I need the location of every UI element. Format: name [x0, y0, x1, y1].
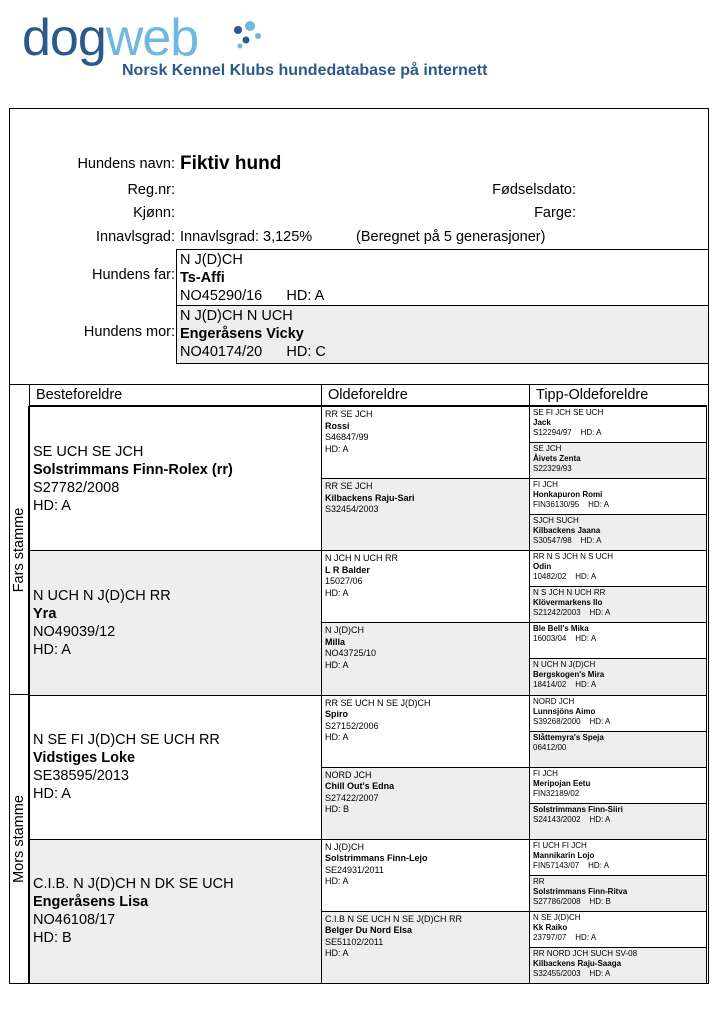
gg-grandparent-name: Åivets Zenta [533, 454, 581, 464]
gg-grandparent-name: Lunnsjöns Aimo [533, 706, 596, 716]
gg-grandparent-titles: N UCH N J(D)CH [533, 660, 596, 670]
sex-label: Kjønn: [133, 205, 175, 221]
gg-grandparent-cell [529, 622, 707, 659]
header-grandparents: Besteforeldre [29, 385, 321, 406]
gg-grandparent-hd: HD: A [580, 814, 611, 824]
gg-grandparent-name: Kk Raiko [533, 922, 568, 932]
gg-grandparent-name: Solstrimmans Finn-Siiri [533, 804, 623, 814]
great-grandparent-reg: S32454/2003 [325, 504, 379, 515]
color-label: Farge: [534, 205, 576, 221]
logo-subtitle: Norsk Kennel Klubs hundedatabase på internett [122, 62, 488, 79]
gg-grandparent-reg: FIN36130/95 HD: A [533, 500, 610, 510]
gg-grandparent-titles: N SE J(D)CH [533, 912, 581, 922]
gg-grandparent-cell [529, 586, 707, 623]
great-grandparent-titles: RR SE UCH N SE J(D)CH [325, 697, 431, 708]
gg-grandparent-reg: 06412/00 [533, 742, 567, 752]
great-grandparent-titles: C.I.B N SE UCH N SE J(D)CH RR [325, 913, 463, 924]
gg-grandparent-name: Solstrimmans Finn-Ritva [533, 886, 628, 896]
great-grandparent-hd: HD: A [325, 948, 349, 959]
mother-label: Hundens mor: [83, 324, 175, 340]
header-gg-grandparents: Tipp-Oldeforeldre [529, 385, 707, 406]
pedigree-grid [9, 384, 709, 984]
side-mother-label: Mors stamme [10, 795, 27, 883]
great-grandparent-name: Kilbackens Raju-Sari [325, 492, 415, 503]
gg-grandparent-hd: HD: A [580, 968, 611, 978]
gg-grandparent-name: Kilbackens Jaana [533, 526, 601, 536]
gg-grandparent-reg: S21242/2003 HD: A [533, 608, 611, 618]
father-box [176, 249, 709, 306]
gg-grandparent-cell [529, 514, 707, 551]
gg-grandparent-reg: S32455/2003 HD: A [533, 968, 611, 978]
grandparent-hd: HD: A [33, 641, 71, 658]
dogweb-logo [22, 8, 542, 88]
great-grandparent-reg: S27152/2006 [325, 720, 379, 731]
gg-grandparent-hd: HD: A [579, 860, 610, 870]
gg-grandparent-reg: S22329/93 [533, 464, 572, 474]
gg-grandparent-hd: HD: A [579, 500, 610, 510]
gg-grandparent-titles: FI UCH FI JCH [533, 840, 587, 850]
great-grandparent-name: Spiro [325, 709, 349, 719]
header-great-grandparents: Oldeforeldre [321, 385, 529, 406]
side-father-line [9, 406, 29, 695]
gg-grandparent-reg: FIN57143/07 HD: A [533, 860, 610, 870]
grandparent-reg: NO49039/12 [33, 623, 116, 640]
gg-grandparent-hd: HD: A [566, 572, 597, 582]
great-grandparent-titles: N JCH N UCH RR [325, 553, 398, 564]
grandparent-cell [29, 550, 322, 695]
gg-grandparent-hd: HD: B [580, 896, 611, 906]
grandparent-reg: NO46108/17 [33, 912, 116, 929]
gg-grandparent-titles: RR [533, 876, 545, 886]
father-label: Hundens far: [91, 267, 175, 283]
great-grandparent-hd: HD: A [325, 443, 349, 454]
gg-grandparent-name: Ble Bell's Mika [533, 624, 589, 634]
mother-box [176, 305, 709, 364]
gg-grandparent-cell [529, 803, 707, 840]
great-grandparent-name: Belger Du Nord Elsa [325, 925, 413, 936]
reg-label: Reg.nr: [127, 182, 175, 198]
great-grandparent-name: L R Balder [325, 564, 370, 575]
gg-grandparent-reg: S12294/97 HD: A [533, 428, 602, 437]
great-grandparent-name: Chill Out's Edna [325, 781, 395, 792]
grandparent-hd: HD: A [33, 786, 71, 803]
mother-name: Engeråsens Vicky [180, 326, 304, 342]
gg-grandparent-hd: HD: A [571, 536, 602, 546]
grandparent-name: Engeråsens Lisa [33, 894, 149, 911]
great-grandparent-cell [321, 406, 530, 479]
grandparent-titles: N UCH N J(D)CH RR [33, 587, 171, 604]
gg-grandparent-titles: FI JCH [533, 768, 558, 778]
great-grandparent-hd: HD: B [325, 804, 350, 815]
great-grandparent-cell [321, 622, 530, 695]
gg-grandparent-reg: S24143/2002 HD: A [533, 814, 611, 824]
logo-wordmark [22, 8, 198, 68]
dog-name-label: Hundens navn: [77, 156, 175, 172]
gg-grandparent-cell [529, 406, 707, 443]
gg-grandparent-titles: RR NORD JCH SUCH SV-08 [533, 948, 638, 958]
great-grandparent-cell [321, 911, 530, 984]
grandparent-titles: N SE FI J(D)CH SE UCH RR [33, 732, 220, 749]
birth-label: Fødselsdato: [492, 182, 576, 198]
great-grandparent-titles: N J(D)CH [325, 841, 364, 852]
gg-grandparent-reg: FIN32189/02 [533, 788, 580, 798]
great-grandparent-reg: SE24931/2011 [325, 864, 384, 875]
mother-reg-hd: NO40174/20 HD: C [180, 344, 326, 360]
great-grandparent-reg: 15027/06 [325, 576, 363, 587]
gg-grandparent-titles: FI JCH [533, 480, 558, 490]
gg-grandparent-cell [529, 695, 707, 732]
gg-grandparent-hd: HD: A [571, 428, 602, 437]
great-grandparent-titles: NORD JCH [325, 769, 372, 780]
gg-grandparent-name: Bergskogen's Mira [533, 670, 605, 680]
gg-grandparent-hd: HD: A [566, 680, 597, 690]
gg-grandparent-reg: S30547/98 HD: A [533, 536, 602, 546]
gg-grandparent-titles: NORD JCH [533, 696, 575, 706]
gg-grandparent-reg: 23797/07 HD: A [533, 932, 597, 942]
great-grandparent-titles: RR SE JCH [325, 481, 373, 492]
gg-grandparent-reg: 10482/02 HD: A [533, 572, 597, 582]
gg-grandparent-titles: SJCH SUCH [533, 516, 579, 526]
great-grandparent-hd: HD: A [325, 876, 349, 887]
grandparent-reg: S27782/2008 [33, 479, 120, 496]
gg-grandparent-cell [529, 839, 707, 876]
gg-grandparent-titles: RR N S JCH N S UCH [533, 552, 614, 562]
gg-grandparent-name: Klövermarkens Ilo [533, 598, 603, 608]
inbreeding-value: Innavlsgrad: 3,125% [180, 229, 313, 245]
gg-grandparent-reg: 18414/02 HD: A [533, 680, 597, 690]
gg-grandparent-name: Slåttemyra's Speja [533, 732, 604, 742]
great-grandparent-cell [321, 767, 530, 840]
great-grandparent-name: Rossi [325, 420, 350, 431]
gg-grandparent-cell [529, 767, 707, 804]
gg-grandparent-cell [529, 478, 707, 515]
dog-name: Fiktiv hund [180, 153, 282, 174]
grandparent-cell [29, 695, 322, 840]
logo-word-dog: dog [22, 9, 106, 67]
grandparent-hd: HD: A [33, 497, 71, 514]
gg-grandparent-titles: SE FI JCH SE UCH [533, 408, 604, 417]
great-grandparent-hd: HD: A [325, 732, 349, 742]
father-reg-hd: NO45290/16 HD: A [180, 288, 325, 304]
great-grandparent-reg: NO43725/10 [325, 648, 377, 659]
great-grandparent-cell [321, 550, 530, 623]
great-grandparent-cell [321, 478, 530, 551]
great-grandparent-name: Solstrimmans Finn-Lejo [325, 853, 428, 864]
gg-grandparent-cell [529, 550, 707, 587]
great-grandparent-titles: RR SE JCH [325, 409, 373, 419]
side-father-label: Fars stamme [10, 507, 27, 593]
gg-grandparent-reg: S27786/2008 HD: B [533, 896, 611, 906]
gg-grandparent-cell [529, 731, 707, 768]
gg-grandparent-titles: SE JCH [533, 444, 562, 454]
father-titles: N J(D)CH [180, 252, 243, 268]
grandparent-name: Vidstiges Loke [33, 750, 136, 767]
gg-grandparent-name: Mannikarin Lojo [533, 850, 595, 860]
gg-grandparent-name: Odin [533, 562, 552, 572]
great-grandparent-hd: HD: A [325, 659, 349, 670]
gg-grandparent-reg: 16003/04 HD: A [533, 634, 597, 644]
grandparent-titles: C.I.B. N J(D)CH N DK SE UCH [33, 876, 234, 893]
great-grandparent-name: Milla [325, 636, 346, 647]
gg-grandparent-cell [529, 911, 707, 948]
great-grandparent-titles: N J(D)CH [325, 625, 364, 636]
gg-grandparent-hd: HD: A [580, 716, 611, 726]
inbreeding-note: (Beregnet på 5 generasjoner) [356, 229, 546, 245]
gg-grandparent-name: Kilbackens Raju-Saaga [533, 958, 622, 968]
gg-grandparent-hd: HD: A [580, 608, 611, 618]
gg-grandparent-cell [529, 658, 707, 695]
inbreeding-label: Innavlsgrad: [96, 229, 175, 245]
grandparent-cell [29, 839, 322, 984]
gg-grandparent-cell [529, 442, 707, 479]
great-grandparent-reg: S46847/99 [325, 432, 369, 442]
gg-grandparent-name: Meripojan Eetu [533, 778, 591, 788]
gg-grandparent-name: Jack [533, 418, 551, 427]
gg-grandparent-hd: HD: A [566, 634, 597, 644]
grandparent-name: Yra [33, 605, 57, 622]
side-mother-line [9, 695, 29, 983]
mother-titles: N J(D)CH N UCH [180, 308, 293, 324]
grandparent-cell [29, 406, 322, 551]
great-grandparent-hd: HD: A [325, 587, 349, 598]
great-grandparent-cell [321, 839, 530, 912]
grandparent-name: Solstrimmans Finn-Rolex (rr) [33, 461, 233, 478]
gg-grandparent-cell [529, 947, 707, 984]
gg-grandparent-reg: S39268/2000 HD: A [533, 716, 611, 726]
great-grandparent-cell [321, 695, 530, 768]
logo-word-web: web [105, 9, 199, 67]
logo-dots-icon [230, 16, 280, 56]
gg-grandparent-name: Honkapuron Romi [533, 490, 603, 500]
grandparent-reg: SE38595/2013 [33, 768, 129, 785]
gg-grandparent-titles: N S JCH N UCH RR [533, 588, 606, 598]
gg-grandparent-cell [529, 875, 707, 912]
grandparent-hd: HD: B [33, 930, 72, 947]
gg-grandparent-hd: HD: A [566, 932, 597, 942]
grandparent-titles: SE UCH SE JCH [33, 443, 144, 460]
great-grandparent-reg: SE51102/2011 [325, 936, 384, 947]
great-grandparent-reg: S27422/2007 [325, 792, 379, 803]
father-name: Ts-Affi [180, 270, 225, 286]
